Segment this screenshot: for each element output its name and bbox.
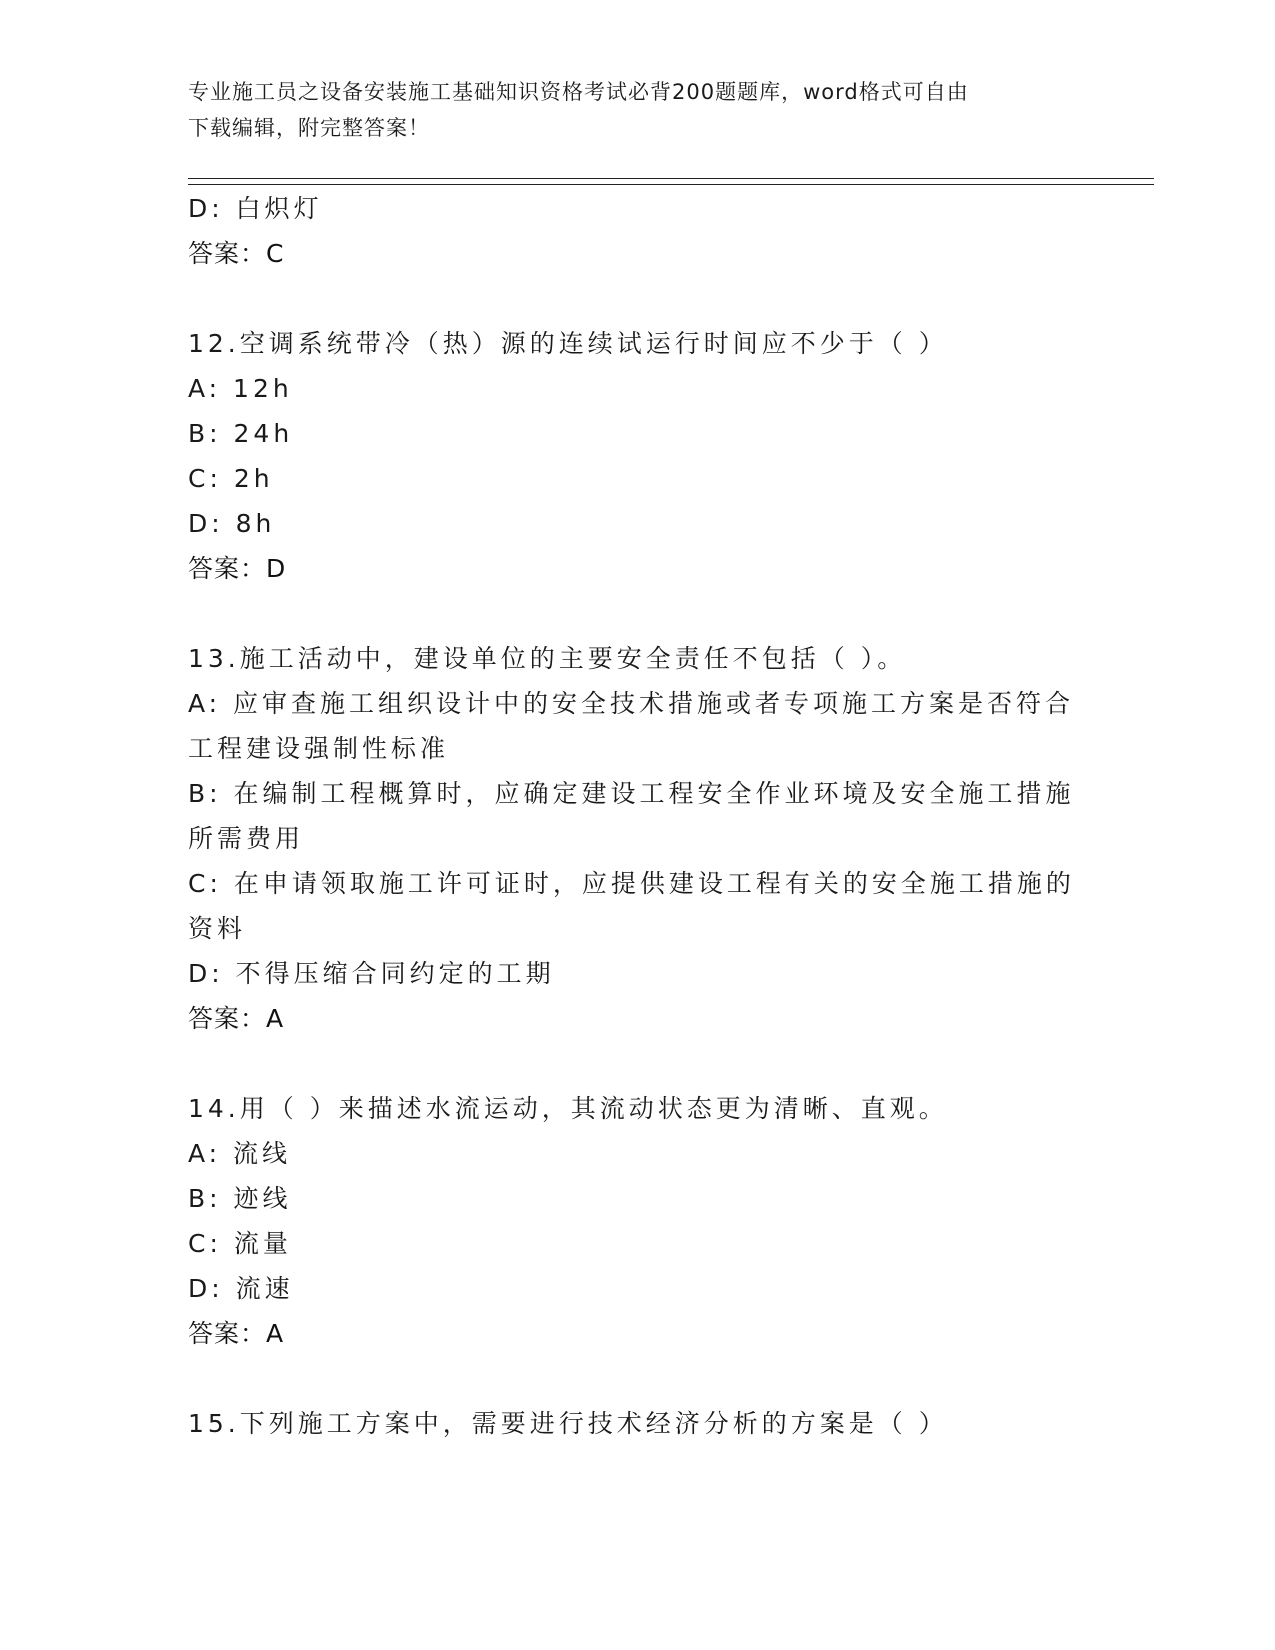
q12-answer: 答案：D [188, 554, 287, 583]
question-15 [188, 1401, 1088, 1446]
header-divider-top [188, 178, 1154, 179]
question-14 [188, 1086, 1088, 1356]
q14-option-d: D: 流速 [188, 1274, 294, 1303]
q13-option-c-line-2: 资料 [188, 914, 247, 943]
q13-option-d: D: 不得压缩合同约定的工期 [188, 959, 555, 988]
q14-answer: 答案：A [188, 1319, 285, 1348]
q13-option-a-line-1: A: 应审查施工组织设计中的安全技术措施或者专项施工方案是否符合 [188, 689, 1075, 718]
q13-option-c-line-1: C: 在申请领取施工许可证时，应提供建设工程有关的安全施工措施的 [188, 869, 1075, 898]
question-12 [188, 321, 1088, 591]
q14-option-a: A: 流线 [188, 1139, 292, 1168]
q13-option-b-line-2: 所需费用 [188, 824, 305, 853]
spacer [188, 276, 1088, 321]
q13-text: 13.施工活动中，建设单位的主要安全责任不包括（ ）。 [188, 644, 907, 673]
spacer [188, 1041, 1088, 1086]
header-title-line-2: 下载编辑，附完整答案！ [188, 116, 430, 140]
q12-option-b: B: 24h [188, 419, 294, 448]
q14-option-c: C: 流量 [188, 1229, 292, 1258]
header-title-line-1: 专业施工员之设备安装施工基础知识资格考试必背200题题库，word格式可自由 [188, 80, 969, 104]
question-list [188, 186, 1088, 1446]
header-divider-bottom [188, 184, 1154, 185]
q12-option-c: C: 2h [188, 464, 274, 493]
question-13 [188, 636, 1088, 1041]
question-11-tail [188, 186, 1088, 276]
q11-answer: 答案：C [188, 239, 285, 268]
q11-option-d: D: 白炽灯 [188, 194, 323, 223]
q12-text: 12.空调系统带冷（热）源的连续试运行时间应不少于（ ） [188, 329, 948, 358]
q14-text: 14.用（ ）来描述水流运动，其流动状态更为清晰、直观。 [188, 1094, 948, 1123]
q12-option-a: A: 12h [188, 374, 293, 403]
q12-option-d: D: 8h [188, 509, 276, 538]
spacer [188, 591, 1088, 636]
spacer [188, 1356, 1088, 1401]
q13-option-a-line-2: 工程建设强制性标准 [188, 734, 450, 763]
document-header [188, 74, 1088, 146]
q13-answer: 答案：A [188, 1004, 285, 1033]
q13-option-b-line-1: B: 在编制工程概算时，应确定建设工程安全作业环境及安全施工措施 [188, 779, 1075, 808]
q15-text: 15.下列施工方案中，需要进行技术经济分析的方案是（ ） [188, 1409, 948, 1438]
q14-option-b: B: 迹线 [188, 1184, 292, 1213]
